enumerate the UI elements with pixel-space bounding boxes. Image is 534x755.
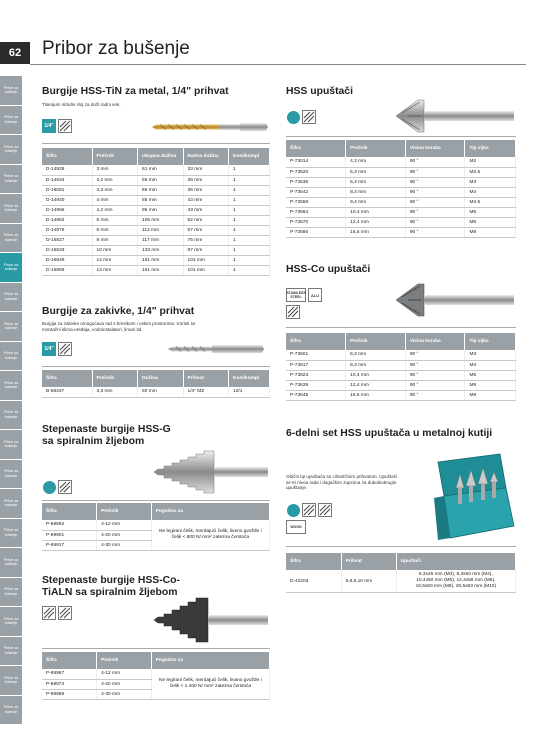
table-cell: M4 — [465, 187, 516, 197]
table-header-row — [286, 553, 516, 570]
table-cell: D-15827 — [42, 235, 92, 245]
table-cell: 16,5 mm — [346, 390, 406, 400]
table-cell: P-69917 — [42, 540, 97, 550]
hss-upustaci-title: HSS upuštači — [286, 86, 353, 97]
table-header-cell: Šifra — [286, 333, 346, 350]
hss-tin-title: Burgije HSS-TiN za metal, 1/4" prihvat — [42, 86, 229, 97]
shank-quarter-icon: 1/4" — [42, 119, 56, 133]
table-cell: 57 mm — [183, 225, 229, 235]
hss-co-upustaci-icons-row2 — [286, 305, 300, 319]
table-cell: M5 — [465, 370, 516, 380]
hss-countersink-image — [394, 96, 518, 136]
sidebar-tab[interactable]: Pribor za bušenje — [0, 430, 22, 460]
table-row — [42, 175, 270, 185]
suitable-for-cell: Ne legirani čelik, merdajući čelik, livano gvožđe i čelik < 1.400 N/ mm² zatezna čvrstoća — [151, 669, 269, 699]
table-cell: M3 — [465, 350, 516, 360]
sidebar-tab[interactable]: Pribor za bušenje — [0, 696, 22, 726]
accent-dot-icon — [286, 110, 300, 124]
table-header-cell: Prečnik — [346, 140, 406, 157]
table-cell: 90 ° — [405, 360, 465, 370]
table-cell: 36 mm — [183, 185, 229, 195]
table-cell: D-16081 — [42, 185, 92, 195]
table-cell: 1 — [229, 215, 270, 225]
table-header-cell: Radna dužina — [183, 148, 229, 165]
table-header-cell: Pogodno za — [151, 652, 269, 669]
table-row — [286, 177, 516, 187]
table-cell: 101 mm — [183, 265, 229, 275]
table-header-cell: Šifra — [42, 652, 97, 669]
table-header-cell: Dužina — [138, 370, 184, 387]
hss-co-countersink-image — [394, 280, 518, 320]
hss-tin-desc: Titanijum nitridni sloj za duži radni vek. — [42, 102, 121, 107]
table-header-row — [286, 333, 516, 350]
table-cell: 1 — [229, 225, 270, 235]
sidebar-tab[interactable]: Pribor za bušenje — [0, 194, 22, 224]
table-cell: M8 — [465, 390, 516, 400]
table-cell: 106 mm — [138, 215, 184, 225]
table-header-cell: Prihvat — [341, 553, 396, 570]
sidebar-tab[interactable]: Pribor za bušenje — [0, 165, 22, 195]
metal-icon — [286, 305, 300, 319]
table-cell: 61 mm — [138, 165, 184, 175]
step-co-rule — [42, 648, 270, 649]
suitable-for-cell: Ne legirani čelik, merdajući čelik, liveno gvožđe i čelik < 800 N/ mm² zatezna čvrstoća — [151, 520, 269, 550]
table-cell: 4,2 mm — [92, 205, 138, 215]
table-header-cell: Ukupna dužina — [138, 148, 184, 165]
zakivke-rule — [42, 366, 270, 367]
table-cell: 133 mm — [138, 245, 184, 255]
table-cell: 1 — [229, 165, 270, 175]
table-cell: 12,4 mm — [346, 380, 406, 390]
hss-co-upustaci-rule — [286, 327, 516, 328]
set6-icons-row2 — [286, 520, 306, 534]
step-co-table — [42, 652, 270, 700]
metal-icon — [302, 110, 316, 124]
table-header-cell: Šifra — [286, 553, 341, 570]
table-header-cell: Pogodno za — [151, 503, 269, 520]
table-cell: P-73542 — [286, 187, 346, 197]
table-header-cell: Prečnik — [346, 333, 406, 350]
table-header-row — [42, 503, 270, 520]
sidebar — [0, 0, 22, 755]
table-cell: 4-20 mm — [97, 679, 152, 689]
table-row — [42, 520, 270, 530]
hss-co-upustaci-title: HSS-Co upuštači — [286, 264, 371, 275]
table-header-cell: Upuštači — [396, 553, 515, 570]
zakivke-desc: Burgija za zakivke omogućava rad s bresikom i uskim prostorima. Koristi se montažni klima-uređaja, vodoinstalateri, limari itd. — [42, 321, 196, 332]
table-row — [286, 390, 516, 400]
table-row — [42, 215, 270, 225]
set6-contents-line: 16,5x60 mm (M8), 20,5x63 mm (M10) — [415, 584, 497, 589]
set6-desc: Obični tip upuštača sa cilindričnim prihvatom. Upuštači se tri nivoa rada i dugačkim zupcima za dubokiokruglo upuštanje. — [286, 474, 398, 491]
sidebar-tab[interactable]: Pribor za bušenje — [0, 607, 22, 637]
table-cell: 6 mm — [92, 225, 138, 235]
table-header-cell: Prečnik — [97, 503, 152, 520]
sidebar-tab[interactable]: Pribor za bušenje — [0, 283, 22, 313]
table-cell: P-73564 — [286, 207, 346, 217]
table-row — [42, 185, 270, 195]
table-cell: P-73617 — [286, 360, 346, 370]
hss-co-upustaci-icons — [286, 288, 322, 302]
table-header-cell: Šifra — [286, 140, 346, 157]
table-cell: 4-12 mm — [97, 669, 152, 679]
table-cell: P-73536 — [286, 177, 346, 187]
table-cell: 33 mm — [183, 165, 229, 175]
table-cell: P-73623 — [286, 370, 346, 380]
table-cell: 90 ° — [405, 177, 465, 187]
table-cell: 113 mm — [138, 225, 184, 235]
table-cell: 5,6,8,10 mm — [341, 570, 396, 593]
table-cell: 3 mm — [92, 165, 138, 175]
table-header-cell: Tip vijka — [465, 140, 516, 157]
table-cell: 6,3 mm — [346, 177, 406, 187]
set6-contents-cell — [396, 570, 515, 593]
step-co-icons — [42, 606, 72, 620]
table-cell: 3,3 mm — [92, 185, 138, 195]
table-cell: 12 mm — [92, 255, 138, 265]
table-row — [42, 165, 270, 175]
table-cell: 75 mm — [183, 235, 229, 245]
step-g-drill-image — [150, 448, 272, 496]
step-co-title-line2: TiALN sa spiralnim žljebom — [42, 587, 178, 598]
set6-contents-line: 6,3x45 mm (M3), 8,3x50 mm (M4), — [418, 572, 493, 577]
table-header-cell: Prihvat — [183, 370, 229, 387]
table-row — [42, 245, 270, 255]
table-cell: 85 mm — [138, 195, 184, 205]
step-g-rule — [42, 500, 270, 501]
table-cell: P-73520 — [286, 167, 346, 177]
alu-icon: ALU — [308, 288, 322, 302]
table-header-cell: Visina koraka — [405, 140, 465, 157]
step-g-table — [42, 503, 270, 551]
set6-table — [286, 553, 516, 593]
table-cell: P-69989 — [42, 689, 97, 699]
table-cell: M6 — [465, 217, 516, 227]
table-cell: P-73645 — [286, 390, 346, 400]
step-g-icons — [42, 480, 72, 494]
table-cell: 52 mm — [183, 215, 229, 225]
table-cell: 90 ° — [405, 187, 465, 197]
table-cell: P-69901 — [42, 530, 97, 540]
table-cell: P-73570 — [286, 217, 346, 227]
table-row — [286, 380, 516, 390]
table-cell: 90 ° — [405, 350, 465, 360]
table-cell: 13 mm — [92, 265, 138, 275]
table-cell: D-14928 — [42, 165, 92, 175]
table-cell: M5 — [465, 207, 516, 217]
table-cell: 43 mm — [183, 205, 229, 215]
table-cell: P-69973 — [42, 679, 97, 689]
table-cell: 65 mm — [138, 175, 184, 185]
table-cell: 87 mm — [183, 245, 229, 255]
sidebar-tab[interactable]: Pribor za bušenje — [0, 312, 22, 342]
table-cell: P-73014 — [286, 157, 346, 167]
table-row — [286, 570, 516, 593]
table-cell: 10 mm — [92, 245, 138, 255]
table-row — [286, 197, 516, 207]
hss-tin-rule — [42, 143, 270, 144]
table-row — [42, 205, 270, 215]
table-cell: 10/1 — [229, 387, 270, 397]
table-cell: 16,5 mm — [346, 227, 406, 237]
table-cell: P-73601 — [286, 350, 346, 360]
table-cell: 8,3 mm — [346, 360, 406, 370]
step-co-drill-image — [150, 594, 272, 646]
table-row — [286, 187, 516, 197]
table-cell: 8,3 mm — [346, 187, 406, 197]
zakivke-drill-image — [150, 342, 270, 356]
table-cell: D-14934 — [42, 175, 92, 185]
table-cell: 43 mm — [183, 195, 229, 205]
table-cell: 50 mm — [138, 387, 184, 397]
table-header-cell: Tip vijka — [465, 333, 516, 350]
sidebar-tab[interactable]: Pribor za bušenje — [0, 135, 22, 165]
table-cell: M4 — [465, 360, 516, 370]
table-cell: M4.5 — [465, 197, 516, 207]
title-divider — [30, 64, 526, 65]
table-row — [286, 207, 516, 217]
sidebar-tab[interactable]: Pribor za bušenje — [0, 224, 22, 254]
table-row — [286, 157, 516, 167]
metal-icon — [302, 503, 316, 517]
sidebar-tab[interactable]: Pribor za bušenje — [0, 253, 22, 283]
table-cell: D-15849 — [42, 255, 92, 265]
sidebar-tab[interactable]: Pribor za bušenje — [0, 519, 22, 549]
table-cell: D-14978 — [42, 225, 92, 235]
table-cell: 4-30 mm — [97, 540, 152, 550]
table-header-row — [286, 140, 516, 157]
table-row — [42, 235, 270, 245]
table-cell: 1 — [229, 235, 270, 245]
hss-tin-table — [42, 148, 270, 276]
table-row — [286, 167, 516, 177]
table-cell: 3,2 mm — [92, 175, 138, 185]
metal-icon — [58, 119, 72, 133]
zakivke-icons — [42, 342, 72, 356]
table-cell: D-15855 — [42, 265, 92, 275]
table-cell: 90 ° — [405, 380, 465, 390]
sidebar-tab[interactable]: Pribor za bušenje — [0, 489, 22, 519]
table-cell: 10,4 mm — [346, 370, 406, 380]
table-header-cell: Kom/kompl — [229, 148, 270, 165]
sidebar-tab[interactable]: Pribor za bušenje — [0, 76, 22, 106]
table-cell: 1 — [229, 255, 270, 265]
table-header-cell: Šifra — [42, 148, 92, 165]
metal-icon — [58, 606, 72, 620]
sidebar-tabs — [0, 76, 22, 725]
table-cell: 9,4 mm — [346, 197, 406, 207]
table-row — [42, 225, 270, 235]
table-row — [42, 195, 270, 205]
sidebar-tab[interactable]: Pribor za bušenje — [0, 106, 22, 136]
table-cell: D-15833 — [42, 245, 92, 255]
table-cell: M2.5 — [465, 167, 516, 177]
table-cell: D-14956 — [42, 205, 92, 215]
table-cell: 117 mm — [138, 235, 184, 245]
table-row — [286, 350, 516, 360]
table-header-row — [42, 148, 270, 165]
table-cell: 151 mm — [138, 255, 184, 265]
table-header-cell: Kom/kompl — [229, 370, 270, 387]
sidebar-tab[interactable]: Pribor za bušenje — [0, 548, 22, 578]
table-row — [42, 265, 270, 275]
accent-dot-icon — [286, 503, 300, 517]
table-cell: M6 — [465, 380, 516, 390]
table-cell: 36 mm — [183, 175, 229, 185]
table-row — [286, 217, 516, 227]
table-cell: 90 ° — [405, 370, 465, 380]
table-cell: 151 mm — [138, 265, 184, 275]
table-cell: 4-12 mm — [97, 520, 152, 530]
step-g-title-line1: Stepenaste burgije HSS-G — [42, 424, 171, 435]
step-co-title-line1: Stepenaste burgije HSS-Co- — [42, 575, 180, 586]
table-cell: 95 mm — [138, 205, 184, 215]
table-cell: D-14962 — [42, 215, 92, 225]
table-header-cell: Prečnik — [97, 652, 152, 669]
table-cell: 90 ° — [405, 390, 465, 400]
zakivke-table — [42, 370, 270, 398]
wood-icon: WOOD — [286, 520, 306, 534]
table-cell: 6,3 mm — [346, 350, 406, 360]
table-header-cell: Visina koraka — [405, 333, 465, 350]
table-cell: 4,3 mm — [346, 157, 406, 167]
table-cell: D-14940 — [42, 195, 92, 205]
table-cell: 90 ° — [405, 217, 465, 227]
sidebar-tab[interactable]: Pribor za bušenje — [0, 578, 22, 608]
table-cell: 90 ° — [405, 227, 465, 237]
table-cell: B-58437 — [42, 387, 92, 397]
table-cell: P-69967 — [42, 669, 97, 679]
table-cell: 5,3 mm — [346, 167, 406, 177]
page-title: Pribor za bušenje — [42, 38, 190, 59]
table-cell: P-73558 — [286, 197, 346, 207]
sidebar-tab[interactable]: Pribor za bušenje — [0, 371, 22, 401]
table-cell: 5 mm — [92, 215, 138, 225]
sidebar-tab[interactable]: Pribor za bušenje — [0, 460, 22, 490]
table-cell: 1 — [229, 175, 270, 185]
table-cell: 90 ° — [405, 157, 465, 167]
hss-upustaci-table — [286, 140, 516, 238]
table-cell: 4-30 mm — [97, 689, 152, 699]
stainless-steel-icon: STAINLESS STEEL — [286, 288, 306, 302]
table-cell: 10,4 mm — [346, 207, 406, 217]
table-cell: 4-20 mm — [97, 530, 152, 540]
table-cell: 1 — [229, 195, 270, 205]
table-row — [286, 227, 516, 237]
hss-tin-icons — [42, 119, 72, 133]
metal-icon — [58, 342, 72, 356]
table-cell: 90 ° — [405, 167, 465, 177]
table-row — [42, 255, 270, 265]
hss-upustaci-rule — [286, 136, 516, 137]
accent-dot-icon — [42, 480, 56, 494]
metal-icon — [318, 503, 332, 517]
sidebar-tab[interactable]: Pribor za bušenje — [0, 342, 22, 372]
table-header-row — [42, 370, 270, 387]
set6-icons — [286, 503, 332, 517]
metal-icon — [42, 606, 56, 620]
table-cell: 1 — [229, 205, 270, 215]
table-cell: 90 ° — [405, 207, 465, 217]
metal-icon — [58, 480, 72, 494]
table-cell: 65 mm — [138, 185, 184, 195]
table-cell: 3,3 mm — [92, 387, 138, 397]
hss-upustaci-icons — [286, 110, 316, 124]
table-cell: 8 mm — [92, 235, 138, 245]
table-cell: D-42204 — [286, 570, 341, 593]
shank-quarter-icon: 1/4" — [42, 342, 56, 356]
set6-rule — [286, 546, 516, 547]
page-number: 62 — [0, 42, 30, 64]
table-header-cell: Šifra — [42, 370, 92, 387]
step-g-title-line2: sa spiralnim žljebom — [42, 436, 145, 447]
table-row — [286, 370, 516, 380]
table-header-row — [42, 652, 270, 669]
table-cell: 101 mm — [183, 255, 229, 265]
table-cell: 90 ° — [405, 197, 465, 207]
zakivke-title: Burgije za zakivke, 1/4" prihvat — [42, 306, 195, 317]
hss-tin-drill-image — [150, 120, 270, 134]
table-cell: M3 — [465, 177, 516, 187]
table-cell: 12,4 mm — [346, 217, 406, 227]
set6-title: 6-delni set HSS upuštača u metalnoj kutiji — [286, 428, 493, 439]
table-header-cell: Prečnik — [92, 148, 138, 165]
set6-contents-line: 10,4x50 mm (M5), 12,4x56 mm (M6), — [416, 578, 496, 583]
table-header-cell: Šifra — [42, 503, 97, 520]
sidebar-tab[interactable]: Pribor za bušenje — [0, 666, 22, 696]
table-cell: M8 — [465, 227, 516, 237]
table-row — [42, 387, 270, 397]
table-cell: P-73586 — [286, 227, 346, 237]
table-cell: P-73639 — [286, 380, 346, 390]
table-cell: 1 — [229, 185, 270, 195]
sidebar-tab[interactable]: Pribor za bušenje — [0, 401, 22, 431]
table-cell: 1/4" MZ — [183, 387, 229, 397]
table-cell: P-69892 — [42, 520, 97, 530]
hss-co-upustaci-table — [286, 333, 516, 401]
table-cell: 1 — [229, 245, 270, 255]
table-row — [286, 360, 516, 370]
table-row — [42, 669, 270, 679]
table-cell: M2 — [465, 157, 516, 167]
table-header-cell: Prečnik — [92, 370, 138, 387]
sidebar-tab[interactable]: Pribor za bušenje — [0, 637, 22, 667]
table-cell: 4 mm — [92, 195, 138, 205]
table-cell: 1 — [229, 265, 270, 275]
set6-metal-box-image — [420, 448, 520, 544]
